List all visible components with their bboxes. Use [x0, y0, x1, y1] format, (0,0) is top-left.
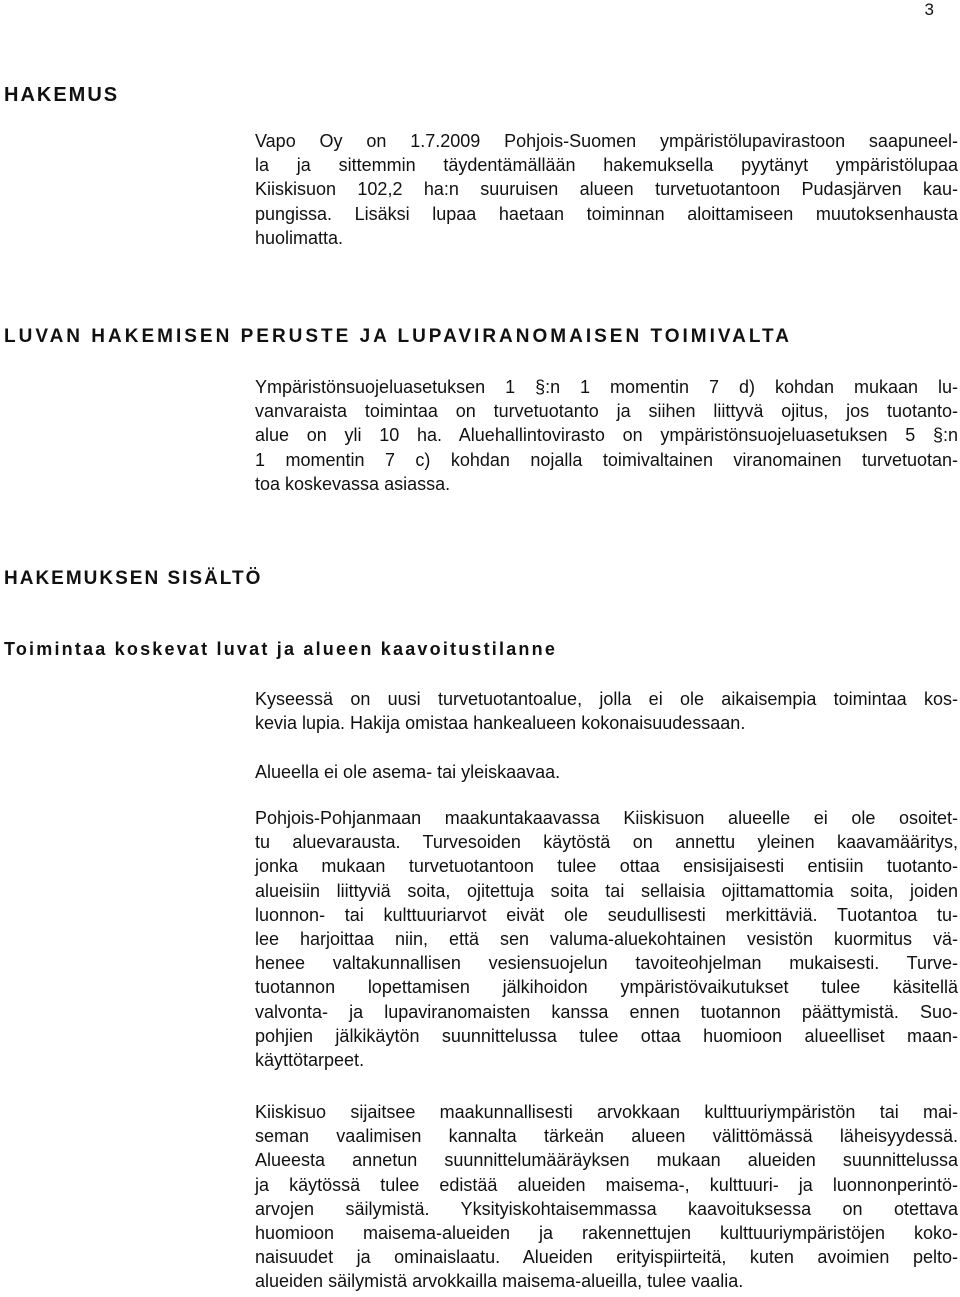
text-line: tuotannon lopettamisen jälkihoidon ympäristövaikutukset tulee käsitellä [255, 977, 958, 998]
heading-hakemus: HAKEMUS [4, 84, 120, 106]
text-line: luonnon- tai kulttuuriarvot eivät ole seudullisesti merkittäviä. Tuotantoa tu- [255, 904, 958, 925]
text-line: huolimatta. [255, 227, 344, 248]
text-line: käyttötarpeet. [255, 1050, 365, 1071]
paragraph-luvan-hakemisen-peruste [255, 375, 958, 496]
text-line: Ympäristönsuojeluasetuksen 1 §:n 1 momentin 7 d) kohdan mukaan lu- [255, 377, 958, 397]
text-line: valvonta- ja lupaviranomaisten kanssa ennen tuotannon päättymistä. Suo- [255, 1001, 958, 1022]
paragraph-alueella [255, 760, 958, 784]
text-line: la ja sittemmin täydentämällään hakemuksella pyytänyt ympäristölupaa [255, 155, 958, 176]
text-line: jonka mukaan turvetuotantoon tulee ottaa ensisijaisesti entisiin tuotanto- [255, 856, 958, 877]
text-line: pohjien jälkikäytön suunnittelussa tulee ottaa huomioon alueelliset maan- [255, 1025, 958, 1046]
subheading-toimintaa-koskevat-luvat: Toimintaa koskevat luvat ja alueen kaavoitustilanne [4, 639, 558, 659]
paragraph-maakuntakaava [255, 806, 958, 1072]
text-line: 1 momentin 7 c) kohdan nojalla toimivaltainen viranomainen turvetuotan- [255, 449, 958, 470]
heading-hakemuksen-sisalto: HAKEMUKSEN SISÄLTÖ [4, 568, 263, 589]
paragraph-kulttuuriymparisto [255, 1100, 958, 1294]
text-line: lee harjoittaa niin, että sen valuma-aluekohtainen vesistön kuormitus vä- [255, 929, 958, 950]
paragraph-hakemus [255, 129, 958, 250]
text-line: henee valtakunnallisen vesiensuojelun tavoiteohjelman mukaisesti. Turve- [255, 953, 958, 974]
text-line: Pohjois-Pohjanmaan maakuntakaavassa Kiiskisuon alueelle ei ole osoitet- [255, 808, 958, 828]
text-line: Kyseessä on uusi turvetuotantoalue, jolla ei ole aikaisempia toimintaa kos- [255, 689, 958, 709]
text-line: alueiden säilymistä arvokkailla maisema-alueilla, tulee vaalia. [255, 1271, 744, 1292]
text-line: toa koskevassa asiassa. [255, 473, 451, 494]
text-line: Kiiskisuon 102,2 ha:n suuruisen alueen turvetuotantoon Pudasjärven kau- [255, 179, 958, 200]
text-line: seman vaalimisen kannalta tärkeän alueen välittömässä läheisyydessä. [255, 1126, 958, 1147]
text-line: Kiiskisuo sijaitsee maakunnallisesti arvokkaan kulttuuriympäristön tai mai- [255, 1102, 958, 1122]
text-line: alue on yli 10 ha. Aluehallintovirasto on ympäristönsuojeluasetuksen 5 §:n [255, 425, 958, 446]
text-line: naisuudet ja ominaislaatu. Alueiden erityispiirteitä, kuten avoimien pelto- [255, 1247, 958, 1268]
text-line: pungissa. Lisäksi lupaa haetaan toiminnan aloittamiseen muutoksenhausta [255, 203, 958, 224]
text-line: alueisiin liittyviä soita, ojitettuja soita tai sellaisia ojittamattomia soita, joiden [255, 880, 958, 901]
text-line: Alueella ei ole asema- tai yleiskaavaa. [255, 762, 561, 782]
text-line: ja käytössä tulee edistää alueiden maisema-, kulttuuri- ja luonnonperintö- [255, 1174, 958, 1195]
text-line: Alueesta annetun suunnittelumääräyksen mukaan alueiden suunnittelussa [255, 1150, 958, 1171]
text-line: Vapo Oy on 1.7.2009 Pohjois-Suomen ympäristölupavirastoon saapuneel- [255, 131, 958, 151]
text-line: vanvaraista toimintaa on turvetuotanto ja siihen liittyvä ojitus, jos tuotanto- [255, 401, 958, 422]
text-line: kevia lupia. Hakija omistaa hankealueen kokonaisuudessaan. [255, 713, 746, 734]
text-line: tu aluevarausta. Turvesoiden käytöstä on annettu yleinen kaavamääritys, [255, 832, 958, 853]
heading-luvan-hakemisen-peruste: LUVAN HAKEMISEN PERUSTE JA LUPAVIRANOMAISEN TOIMIVALTA [4, 326, 792, 347]
paragraph-kyseessa [255, 687, 958, 735]
page-number: 3 [924, 0, 934, 19]
text-line: huomioon maisema-alueiden ja rakennettujen kulttuuriympäristöjen koko- [255, 1223, 958, 1244]
text-line: arvojen säilymistä. Yksityiskohtaisemmassa kaavoituksessa on otettava [255, 1198, 958, 1219]
